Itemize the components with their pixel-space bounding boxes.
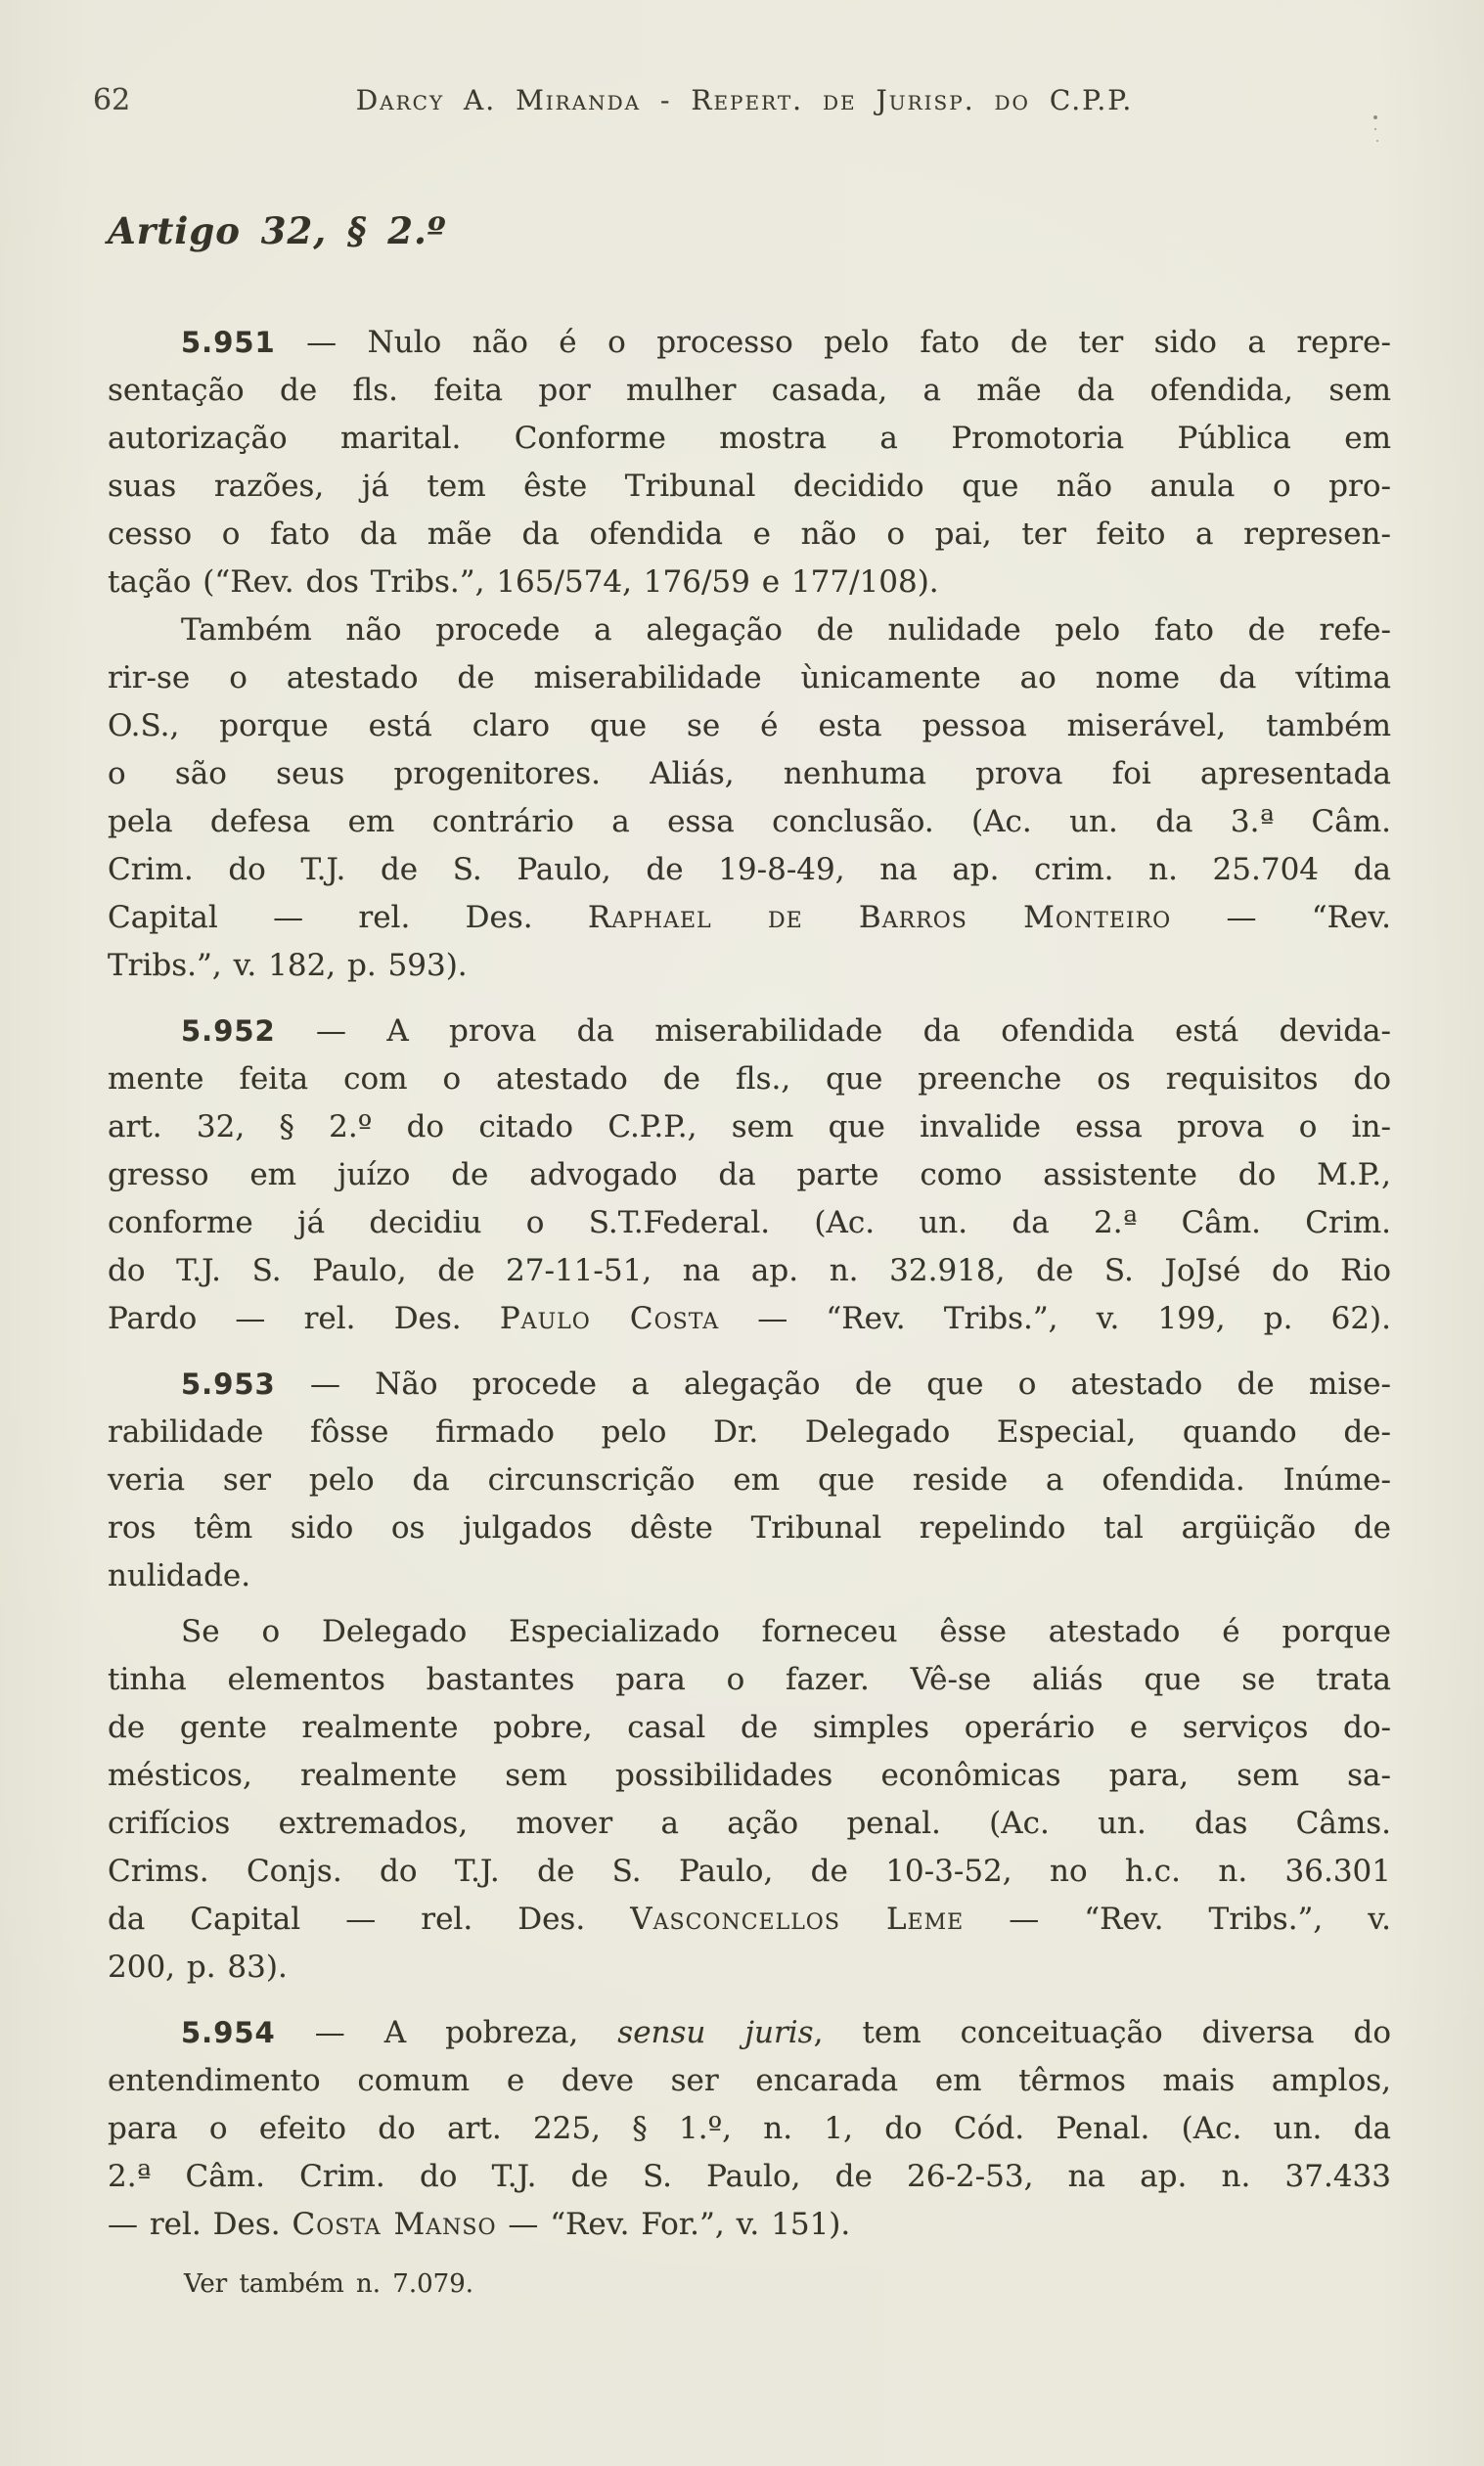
text-line — [108, 1247, 1391, 1295]
entry-number: 5.952 — [181, 1014, 276, 1048]
text-line — [108, 1151, 1391, 1199]
text-line — [108, 463, 1391, 511]
text-line — [108, 1295, 1391, 1343]
text-line — [108, 798, 1391, 846]
text-segment: ros têm sido os julgados dêste Tribunal repelindo tal argüição de — [108, 1510, 1391, 1546]
page-number: 62 — [93, 83, 131, 117]
entry-number: 5.954 — [181, 2016, 276, 2049]
text-line — [108, 942, 1391, 990]
text-line — [108, 1704, 1391, 1752]
text-segment: Pardo — rel. Des. — [108, 1301, 500, 1336]
text-line — [108, 1752, 1391, 1800]
text-line — [108, 846, 1391, 894]
text-line — [108, 2009, 1391, 2057]
text-segment: 2.ª Câm. Crim. do T.J. de S. Paulo, de 26-2-53, na ap. n. 37.433 — [108, 2159, 1391, 2194]
text-line — [108, 1552, 1391, 1600]
text-line — [108, 559, 1391, 606]
text-segment: nulidade. — [108, 1558, 251, 1593]
text-line — [108, 319, 1391, 367]
text-line — [108, 894, 1391, 942]
text-segment: — “Rev. Tribs.”, v. — [964, 1902, 1391, 1937]
paragraph — [108, 1008, 1391, 1343]
text-line — [108, 415, 1391, 463]
text-segment: Capital — rel. Des. — [108, 900, 588, 935]
text-line — [108, 1008, 1391, 1055]
text-segment: — “Rev. Tribs.”, v. 199, p. 62). — [719, 1301, 1391, 1336]
running-header — [93, 80, 1396, 121]
paragraph — [108, 1361, 1391, 1600]
text-line — [108, 1199, 1391, 1247]
text-line — [108, 2153, 1391, 2201]
text-line — [108, 1896, 1391, 1944]
paragraphs-container — [108, 319, 1391, 2249]
text-segment: gresso em juízo de advogado da parte como assistente do M.P., — [108, 1157, 1391, 1192]
text-line — [108, 367, 1391, 415]
text-segment: Crims. Conjs. do T.J. de S. Paulo, de 10-3-52, no h.c. n. 36.301 — [108, 1854, 1391, 1889]
text-line — [108, 1409, 1391, 1457]
text-segment: tação (“Rev. dos Tribs.”, 165/574, 176/59 e 177/108). — [108, 564, 939, 600]
text-segment: , tem conceituação diversa do — [813, 2015, 1391, 2050]
text-line — [108, 1103, 1391, 1151]
paragraph — [108, 319, 1391, 606]
text-segment: — Não procede a alegação de que o atestado de mise- — [275, 1367, 1391, 1402]
text-line — [108, 1055, 1391, 1103]
text-line — [108, 1608, 1391, 1656]
text-segment: rir-se o atestado de miserabilidade ùnicamente ao nome da vítima — [108, 660, 1391, 695]
text-line — [108, 1656, 1391, 1704]
text-line — [108, 654, 1391, 702]
text-segment: — Nulo não é o processo pelo fato de ter sido a repre- — [275, 325, 1391, 360]
cross-reference-note: Ver também n. 7.079. — [184, 2269, 473, 2299]
text-segment: para o efeito do art. 225, § 1.º, n. 1, do Cód. Penal. (Ac. un. da — [108, 2111, 1391, 2146]
text-line — [108, 2057, 1391, 2105]
text-line — [108, 702, 1391, 750]
text-segment: Costa Manso — [292, 2207, 497, 2242]
text-segment: — rel. Des. — [108, 2207, 292, 2242]
paragraph — [108, 1608, 1391, 1992]
text-line — [108, 750, 1391, 798]
text-segment: — “Rev. For.”, v. 151). — [496, 2207, 851, 2242]
text-line — [108, 1944, 1391, 1992]
text-segment: — “Rev. — [1171, 900, 1391, 935]
section-heading: Artigo 32, § 2.º — [108, 209, 447, 252]
text-line — [108, 1457, 1391, 1504]
text-segment: sensu juris — [617, 2015, 814, 2050]
paragraph — [108, 2009, 1391, 2249]
text-segment: — A pobreza, — [275, 2015, 618, 2050]
entry-number: 5.953 — [181, 1368, 276, 1401]
text-segment: veria ser pelo da circunscrição em que reside a ofendida. Inúme- — [108, 1462, 1391, 1498]
text-line — [108, 606, 1391, 654]
text-segment: suas razões, já tem êste Tribunal decidido que não anula o pro- — [108, 469, 1391, 504]
text-line — [108, 2201, 1391, 2249]
entry-number: 5.951 — [181, 326, 276, 359]
text-segment: de gente realmente pobre, casal de simples operário e serviços do- — [108, 1710, 1391, 1745]
text-segment: Crim. do T.J. de S. Paulo, de 19-8-49, na ap. crim. n. 25.704 da — [108, 852, 1391, 887]
scan-speck-mark — [1373, 115, 1377, 119]
text-segment: autorização marital. Conforme mostra a Promotoria Pública em — [108, 421, 1391, 456]
text-segment: Paulo Costa — [499, 1301, 720, 1336]
text-segment: pela defesa em contrário a essa conclusão. (Ac. un. da 3.ª Câm. — [108, 804, 1391, 839]
text-segment: art. 32, § 2.º do citado C.P.P., sem que invalide essa prova o in- — [108, 1109, 1391, 1144]
text-line — [108, 1848, 1391, 1896]
text-segment: O.S., porque está claro que se é esta pessoa miserável, também — [108, 708, 1391, 743]
text-segment: cesso o fato da mãe da ofendida e não o pai, ter feito a represen- — [108, 516, 1391, 552]
text-segment: Vasconcellos Leme — [630, 1902, 965, 1937]
text-line — [108, 2105, 1391, 2153]
text-segment: Se o Delegado Especializado forneceu êsse atestado é porque — [181, 1614, 1391, 1649]
text-line — [108, 1361, 1391, 1409]
text-segment: mésticos, realmente sem possibilidades econômicas para, sem sa- — [108, 1758, 1391, 1793]
text-segment: da Capital — rel. Des. — [108, 1902, 631, 1937]
text-segment: crifícios extremados, mover a ação penal. (Ac. un. das Câms. — [108, 1806, 1391, 1841]
text-segment: Raphael de Barros Monteiro — [587, 900, 1172, 935]
text-block — [108, 207, 1391, 2304]
text-segment: entendimento comum e deve ser encarada em têrmos mais amplos, — [108, 2063, 1391, 2098]
text-segment: 200, p. 83). — [108, 1950, 288, 1985]
text-segment: conforme já decidiu o S.T.Federal. (Ac. un. da 2.ª Câm. Crim. — [108, 1205, 1391, 1240]
text-segment: tinha elementos bastantes para o fazer. Vê-se aliás que se trata — [108, 1662, 1391, 1697]
text-segment: o são seus progenitores. Aliás, nenhuma prova foi apresentada — [108, 756, 1391, 791]
text-segment: Tribs.”, v. 182, p. 593). — [108, 948, 468, 983]
text-line — [108, 1504, 1391, 1552]
text-segment: mente feita com o atestado de fls., que preenche os requisitos do — [108, 1061, 1391, 1097]
text-segment: sentação de fls. feita por mulher casada, a mãe da ofendida, sem — [108, 373, 1391, 408]
text-line — [108, 1800, 1391, 1848]
text-line — [108, 511, 1391, 559]
text-segment: Também não procede a alegação de nulidade pelo fato de refe- — [181, 612, 1391, 648]
running-title: Darcy A. Miranda - Repert. de Jurisp. do C.P.P. — [355, 84, 1134, 116]
text-segment: — A prova da miserabilidade da ofendida está devida- — [275, 1013, 1391, 1049]
paragraph — [108, 606, 1391, 990]
text-segment: do T.J. S. Paulo, de 27-11-51, na ap. n. 32.918, de S. JoJsé do Rio — [108, 1253, 1391, 1288]
text-segment: rabilidade fôsse firmado pelo Dr. Delegado Especial, quando de- — [108, 1414, 1391, 1450]
